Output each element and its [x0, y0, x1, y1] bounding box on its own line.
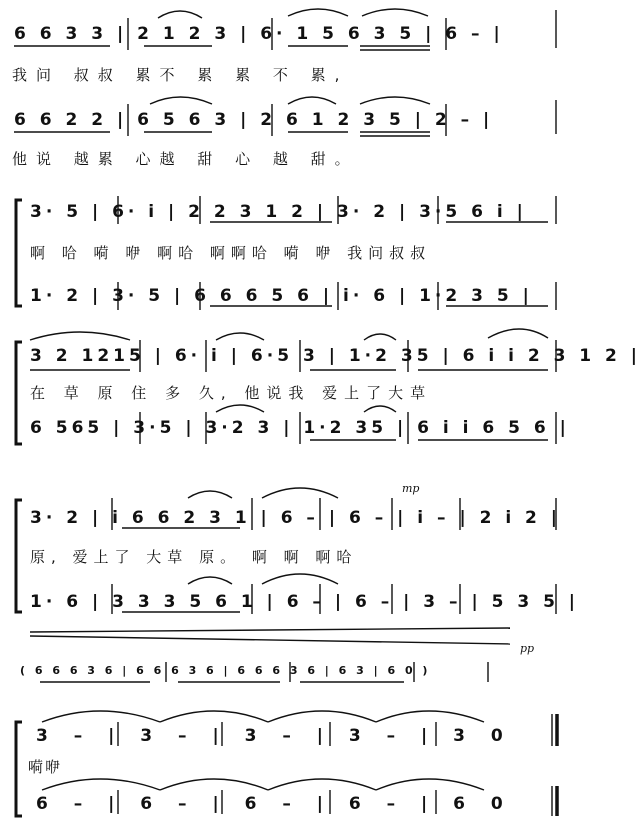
melody-line-2: 6 6 2 2 | 6 5 6 3 | 2 6 1 2 3 5 | 2 – |	[14, 110, 494, 130]
dynamic-pp: pp	[520, 642, 535, 655]
system1-lyrics: 啊 哈 嗬 咿 啊哈 啊啊哈 嗬 咿 我问叔叔	[30, 244, 432, 262]
system4-top-notes: 3 – | 3 – | 3 – | 3 – | 3 0	[36, 726, 513, 746]
system3-lyrics: 原, 爱上了 大草 原。 啊 啊 啊哈	[30, 548, 358, 566]
system4-lyrics: 嗬咿	[28, 758, 63, 776]
melody-line-1: 6 6 3 3 | 2 1 2 3 | 6· 1 5 6 3 5 | 6 – |	[14, 24, 504, 44]
system2-lyrics: 在 草 原 住 多 久, 他说我 爱上了大草	[30, 384, 433, 402]
system2-bottom-notes: 6 565 | 3·5 | 3·2 3 | 1·2 35 | 6 i i 6 5 6 |	[30, 418, 570, 438]
system2-top-notes: 3 2 1215 | 6· i | 6·5 3 | 1·2 35 | 6 i i 2 3 1 2 |	[30, 346, 641, 366]
system3-bottom-notes: 1· 6 | 3 3 3 5 6 1 | 6 – | 6 – | 3 – | 5 3 5 |	[30, 592, 580, 612]
lyrics-line-2: 他说 越累 心越 甜 心 越 甜。	[12, 150, 359, 168]
system4-bottom-notes: 6 – | 6 – | 6 – | 6 – | 6 0	[36, 794, 513, 814]
system1-bottom-notes: 1· 2 | 3· 5 | 6 6 6 5 6 | i· 6 | 1·2 3 5 |	[30, 286, 533, 306]
system1-top-notes: 3· 5 | 6· i | 2 2 3 1 2 | 3· 2 | 3·5 6 i |	[30, 202, 527, 222]
lyrics-line-1: 我问 叔叔 累不 累 累 不 累,	[12, 66, 349, 84]
accompaniment-notes: ( 6 6 6 3 6 | 6 6 6 3 6 | 6 6 6 3 6 | 6 3 | 6 0 )	[20, 664, 431, 677]
system3-top-notes: 3· 2 | i 6 6 2 3 1 | 6 – | 6 – | i – | 2 i 2 |	[30, 508, 562, 528]
dynamic-mp: mp	[402, 482, 420, 495]
